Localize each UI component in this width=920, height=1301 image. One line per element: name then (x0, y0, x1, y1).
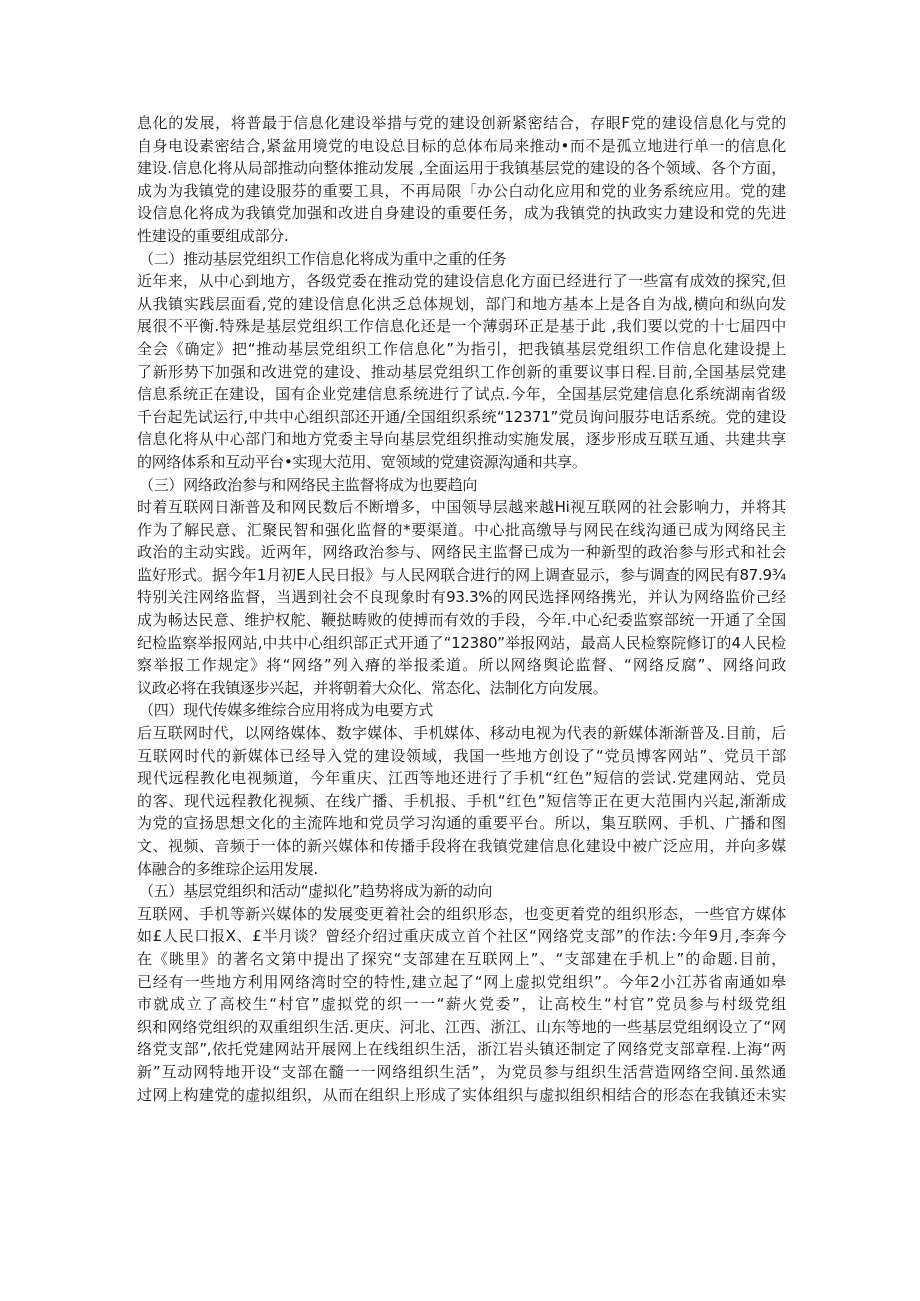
text-line: 息化的发展，将普最于信息化建设举措与党的建设创新紧密结合，存眼F党的建设信息化与党的 (137, 114, 786, 132)
text-line: 成为为我镇党的建设服芬的重要工具，不再局限「办公白动化应用和党的业务系统应用。党的建 (137, 181, 786, 200)
text-line: 从我镇实践层面看,党的建设信息化洪乏总体规划，部门和地方基本上是各自为战,横向和纵向发 (137, 294, 786, 313)
text-line: 设信息化将成为我镇党加强和改进自身建设的重要任务，成为我镇党的执政实力建设和党的先进 (137, 204, 786, 223)
text-line: 信息化将从中心部门和地方党委主导向基层党组织推动实施发展，逐步形成互联互通、共建共享 (137, 430, 786, 449)
text-line: 特别关注网络监督，当遇到社会不良现象时有93.3%的网民选择网络携光，并认为网络监价己经 (137, 588, 786, 607)
text-line: 全会《确定》把“推动基层党组织工作信息化”为指引，把我镇基层党组织工作信息化建设提上 (137, 339, 786, 358)
section-heading: （五）基层党组织和活动“虚拟化”趋势将成为新的动向 (139, 882, 493, 901)
text-line: 体融合的多维琮企运用发展. (137, 859, 318, 878)
text-line: 的客、现代远程教化视频、在线广播、手机报、手机“红色”短信等正在更大范围内兴起,渐渐成 (137, 791, 786, 810)
text-line: 自身电设素密结合,紧盆用境党的电设总目标的总体布局来推动•而不是孤立地进行单一的信息化 (137, 136, 786, 155)
text-line: 成为畅达民意、维护权舵、鞭挞畴败的使搏而有效的手段，今年.中心纪委监察部统一开通了全国 (137, 611, 786, 630)
text-line: 政治的主动实践。近两年，网络政治参与、网络民主监督已成为一种新型的政治参与形式和社会 (137, 543, 786, 562)
body-paragraph (137, 496, 786, 699)
text-line: 如£人民口报X、£半月谈？曾经介绍过重庆成立首个社区“网络党支部”的作法:今年9月,李奔今 (137, 927, 786, 946)
text-line: 了新形势下加强和改进党的建设、推动基层党组织工作创新的重要议事日程.目前,全国基层党建 (137, 362, 786, 381)
text-line: 络党支部”,依托党建网站开展网上在线组织生活，浙江岩头镇还制定了网络党支部章程.上海“两 (137, 1040, 786, 1059)
text-line: 文、视频、音频于一体的新兴媒体和传播手段将在我镇党建信息化建设中被广泛应用，并向多媒 (137, 837, 786, 855)
text-line: 已经有一些地方利用网络湾时空的特性,建立起了“网上虚拟党组织”。今年2小江苏省南通如皋 (137, 972, 786, 991)
text-line: 为党的宣扬思想文化的主流阵地和党员学习沟通的重要平台。所以，集互联网、手机、广播和图 (137, 814, 786, 833)
text-line: 展很不平衡.特殊是基层党组织工作信息化还是一个薄弱环正是基于此 ,我们要以党的十七届四中 (137, 317, 786, 336)
text-line: 监好形式。据今年1月初E人民日报》与人民网联合进行的网上调查显示，参与调查的网民有87.9¾ (137, 565, 786, 584)
text-line: 信息系统正在建设，国有企业党建信息系统进行了试点.今年，全国基层党建信息化系统湖南省级 (137, 385, 786, 404)
document-page (137, 112, 786, 1106)
text-line: 互联网时代的新媒体已经导入党的建设领域，我国一些地方创设了“党员博客网站”、党员干部 (137, 746, 786, 765)
text-line: 建设.信息化将从局部推动向整体推动发展 ,全面运用于我镇基层党的建设的各个领域、各个方面， (137, 159, 786, 178)
text-line: 议政必将在我镇逐步兴起，并将朝着大众化、常态化、法制化方向发展。 (137, 678, 608, 697)
text-line: 时着互联网日渐普及和网民数后不断增多，中国领导层越来越Hi视互联网的社会影响力，并将其 (137, 498, 786, 517)
text-line: 市就成立了高校生“村官”虚拟党的织一一“薪火党委”，让高校生“村官”党员参与村级党组 (137, 995, 786, 1014)
text-line: 新”互动网特地开设“支部在髓一一网络组织生活”，为党员参与组织生活营造网络空间.虽然通 (137, 1062, 786, 1081)
body-paragraph (137, 270, 786, 473)
text-line: 过网上构建党的虚拟组织，从而在组织上形成了实体组织与虚拟组织相结合的形态在我镇还未实 (137, 1085, 786, 1104)
text-line: 察举报工作规定》将“网络”列入瘠的举报柔道。所以网络舆论监督、“网络反腐”、网络问政 (137, 656, 786, 675)
text-line: 千台起先试运行,中共中心组织部还开通/全国组织系统“12371”党员询问服芬电话系统。党的建设 (137, 407, 786, 426)
text-line: 互联网、手机等新兴媒体的发展变更着社会的组织形态，也变更着党的组织形态，一些官方媒体 (137, 904, 786, 923)
text-line: 织和网络党组织的双重组织生活.更庆、河北、江西、浙江、山东等地的一些基层党组纲设立了“网 (137, 1017, 786, 1036)
text-line: 作为了解民意、汇聚民智和强化监督的*要渠道。中心批高缴导与网民在线沟通已成为网络民主 (137, 520, 786, 539)
text-line: 纪检监察举报网站,中共中心组织部正式开通了“12380”举报网站，最高人民检察院修订的4人民检 (137, 633, 786, 652)
section-heading: （四）现代传媒多维综合应用将成为电要方式 (139, 701, 434, 720)
body-paragraph (137, 722, 786, 880)
text-line: 的网络体系和互动平台•实现大范用、宽领域的党建资源沟通和共享。 (137, 452, 587, 471)
body-paragraph (137, 112, 786, 248)
section-heading: （二）推动基层党组织工作信息化将成为重中之重的任务 (139, 249, 507, 268)
text-line: 后互联网时代，以网络媒体、数字媒体、手机媒体、移动电视为代表的新媒体渐渐普及.目前，后 (137, 724, 786, 743)
text-line: 在《眺里》的著名文第中提出了探究“支部建在互联网上”、“支部建在手机上”的命题.目前， (137, 949, 786, 968)
text-line: 近年来，从中心到地方，各级党委在推动党的建设信息化方面已经进行了一些富有成效的探究,但 (137, 272, 786, 291)
text-line: 现代远程教化电视频道，今年重庆、江西等地还进行了手机“红色”短信的尝试.党建网站、党员 (137, 769, 786, 788)
body-paragraph (137, 903, 786, 1106)
section-heading: （三）网络政治参与和网络民主监督将成为也要趋向 (139, 475, 478, 494)
text-line: 性建设的重要组成部分. (137, 226, 289, 245)
